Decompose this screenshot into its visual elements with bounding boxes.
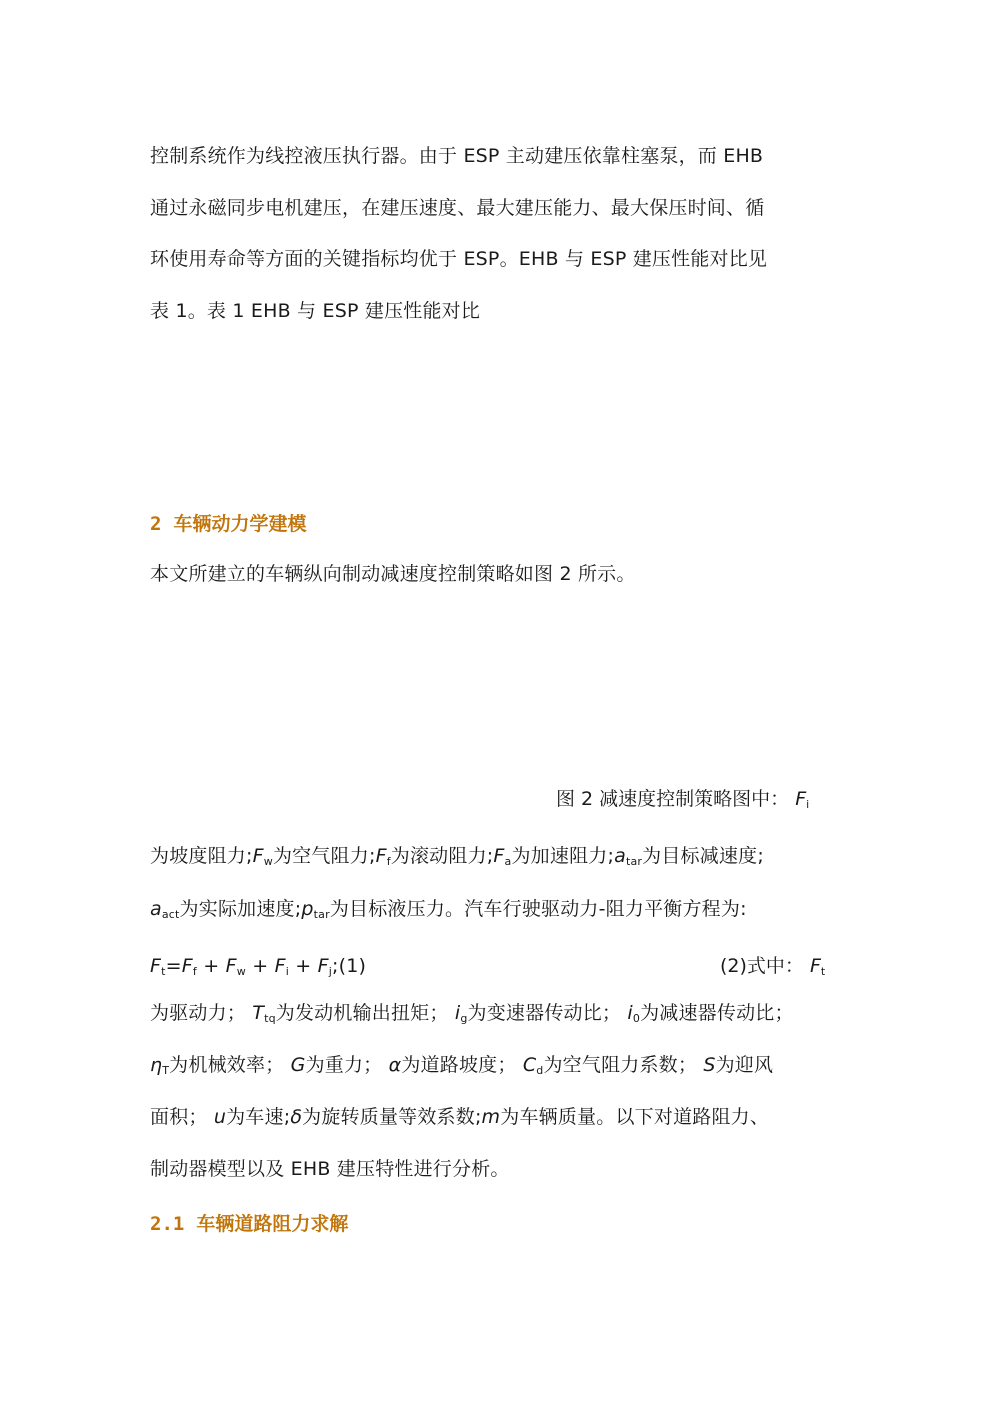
var-a: a: [150, 898, 162, 920]
paragraph-line: [150, 1052, 773, 1084]
text: 为机械效率；: [169, 1054, 285, 1076]
subscript: f: [386, 855, 391, 868]
subscript: tar: [313, 908, 330, 921]
subscript: act: [161, 908, 180, 921]
subscript: g: [460, 1012, 468, 1025]
subscript: i: [806, 798, 810, 811]
text: 为坡度阻力;: [150, 845, 253, 867]
var-F: F: [225, 955, 237, 977]
text: 为空气阻力系数；: [543, 1054, 698, 1076]
var-eta: η: [150, 1054, 163, 1076]
var-i: i: [627, 1002, 633, 1024]
subscript: t: [820, 965, 826, 978]
paragraph-line: [150, 1104, 769, 1130]
var-C: C: [522, 1054, 537, 1076]
text: 为车辆质量。以下对道路阻力、: [500, 1106, 770, 1128]
text: 为发动机输出扭矩；: [275, 1002, 449, 1024]
subscript: j: [328, 965, 333, 978]
var-T: T: [252, 1002, 265, 1024]
caption-text: 图 2 减速度控制策略图中：: [556, 788, 790, 810]
var-F: F: [274, 955, 286, 977]
paragraph-line: 控制系统作为线控液压执行器。由于 ESP 主动建压依靠柱塞泵，而 EHB: [150, 145, 764, 167]
section-title: 车辆道路阻力求解: [196, 1213, 349, 1235]
var-a: a: [614, 845, 626, 867]
var-F: F: [493, 845, 505, 867]
paragraph-line: [150, 843, 764, 875]
var-G: G: [290, 1054, 306, 1076]
var-delta: δ: [290, 1106, 303, 1128]
text: 为驱动力；: [150, 1002, 247, 1024]
var-m: m: [481, 1106, 501, 1128]
var-u: u: [213, 1106, 227, 1128]
var-F: F: [375, 845, 387, 867]
var-F: F: [252, 845, 264, 867]
text: 为迎风: [715, 1054, 774, 1076]
section-heading: [150, 1209, 348, 1236]
subscript: T: [162, 1064, 170, 1077]
subscript: f: [192, 965, 197, 978]
text: 为道路坡度；: [401, 1054, 517, 1076]
paragraph-line: 制动器模型以及 EHB 建压特性进行分析。: [150, 1158, 510, 1180]
var-F: F: [150, 955, 162, 977]
subscript: i: [285, 965, 289, 978]
text: 为重力；: [305, 1054, 383, 1076]
equation-right: [720, 953, 825, 985]
var-F: F: [809, 955, 821, 977]
subscript: w: [263, 855, 273, 868]
subscript: w: [236, 965, 246, 978]
var-i: i: [454, 1002, 461, 1024]
var-p: p: [301, 898, 314, 920]
text: 为目标液压力。汽车行驶驱动力-阻力平衡方程为:: [329, 898, 747, 920]
operator: =: [165, 955, 182, 977]
text: 为目标减速度;: [642, 845, 764, 867]
var-F: F: [795, 788, 807, 810]
paragraph-line: [150, 1000, 794, 1032]
text: 为空气阻力;: [272, 845, 376, 867]
text: 为车速;: [226, 1106, 291, 1128]
paragraph-line: 环使用寿命等方面的关键指标均优于 ESP。EHB 与 ESP 建压性能对比见: [150, 248, 768, 270]
figure-caption: [556, 786, 809, 818]
text: 为加速阻力;: [511, 845, 615, 867]
text: 为滚动阻力;: [390, 845, 494, 867]
operator: +: [203, 955, 220, 977]
var-F: F: [181, 955, 193, 977]
subscript: d: [536, 1064, 544, 1077]
text: 面积；: [150, 1106, 208, 1128]
subscript: tq: [264, 1012, 276, 1025]
subscript: t: [161, 965, 166, 978]
equation-line: [150, 953, 366, 985]
subscript: a: [504, 855, 512, 868]
section-heading: [150, 509, 306, 536]
section-number: 2: [150, 513, 162, 535]
text: 为旋转质量等效系数;: [302, 1106, 482, 1128]
subscript: tar: [625, 855, 643, 868]
var-S: S: [703, 1054, 716, 1076]
var-alpha: α: [388, 1054, 402, 1076]
text: (2)式中：: [720, 955, 804, 977]
paragraph-line: [150, 896, 747, 928]
operator: +: [295, 955, 312, 977]
section-title: 车辆动力学建模: [173, 513, 307, 535]
text: 为减速器传动比；: [640, 1002, 794, 1024]
var-F: F: [317, 955, 329, 977]
paragraph-line: 通过永磁同步电机建压，在建压速度、最大建压能力、最大保压时间、循: [150, 197, 765, 219]
equation-number: ;(1): [332, 955, 367, 977]
paragraph-line: 表 1。表 1 EHB 与 ESP 建压性能对比: [150, 300, 481, 322]
operator: +: [252, 955, 269, 977]
subscript: 0: [632, 1012, 641, 1025]
section-number: 2.1: [150, 1213, 185, 1235]
paragraph-line: 本文所建立的车辆纵向制动减速度控制策略如图 2 所示。: [150, 563, 636, 585]
text: 为实际加速度;: [179, 898, 302, 920]
text: 为变速器传动比；: [467, 1002, 622, 1024]
